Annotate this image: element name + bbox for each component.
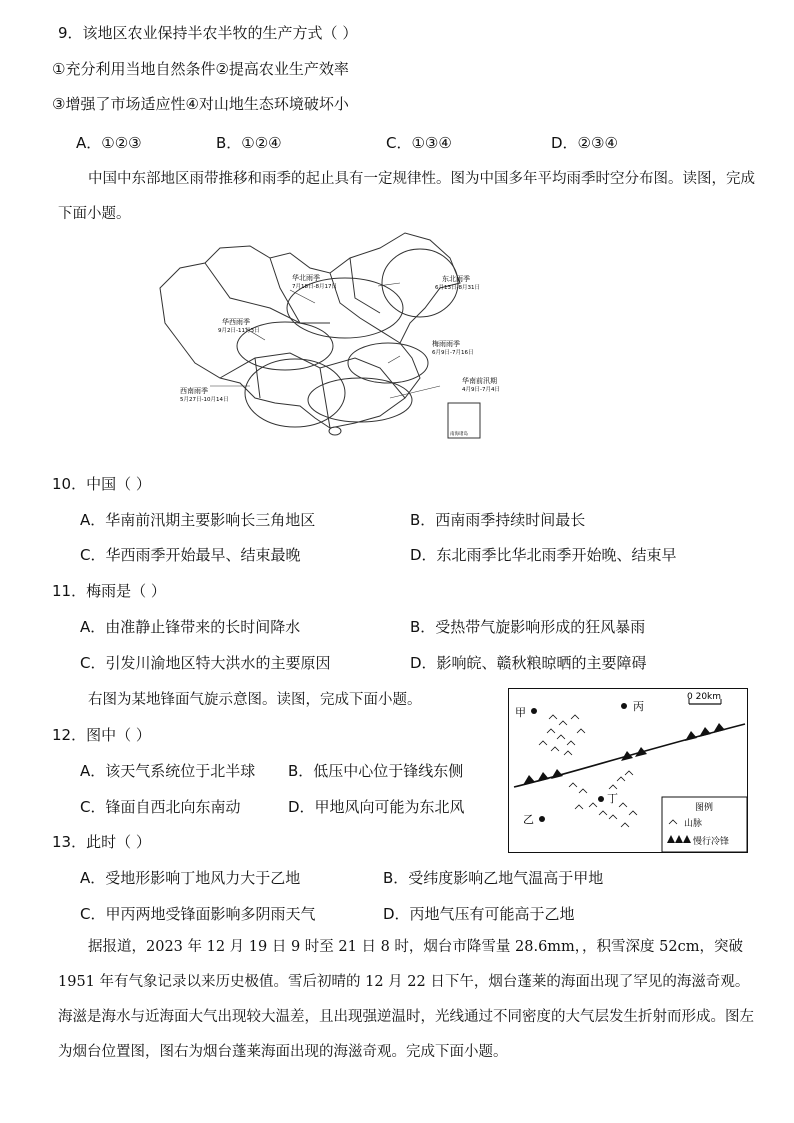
q9-statements-1: ①充分利用当地自然条件②提高农业生产效率 <box>52 60 349 78</box>
q11-option-b: B．受热带气旋影响形成的狂风暴雨 <box>410 618 646 636</box>
q13-option-d: D．丙地气压有可能高于乙地 <box>383 905 575 923</box>
q12-option-d: D．甲地风向可能为东北风 <box>288 798 465 816</box>
q13-option-b: B．受纬度影响乙地气温高于甲地 <box>383 869 604 887</box>
map-inset-label: 南海诸岛 <box>450 432 468 437</box>
q10-option-d: D．东北雨季比华北雨季开始晚、结束早 <box>410 546 677 564</box>
q11-option-c: C．引发川渝地区特大洪水的主要原因 <box>80 654 331 672</box>
q9-option-b: B．①②④ <box>216 134 282 152</box>
map-label-dongbei: 东北雨季 <box>442 275 470 283</box>
q12-option-a: A．该天气系统位于北半球 <box>80 762 256 780</box>
legend-mountain: 山脉 <box>684 819 703 829</box>
front-cyclone-diagram <box>508 688 748 853</box>
q13-option-c: C．甲丙两地受锋面影响多阴雨天气 <box>80 905 316 923</box>
front-diagram-drawing <box>509 689 749 854</box>
q10-option-a: A．华南前汛期主要影响长三角地区 <box>80 511 316 529</box>
place-yi: 乙 <box>523 813 534 826</box>
map-label-huanan: 华南前汛期 <box>462 377 497 385</box>
q12-option-c: C．锋面自西北向东南动 <box>80 798 241 816</box>
map-label-meiyu: 梅雨雨季 <box>432 340 460 348</box>
q9-stem: 9．该地区农业保持半农半牧的生产方式（ ） <box>58 24 358 42</box>
map-date-huanan: 4月9日-7月4日 <box>462 387 500 393</box>
map-date-meiyu: 6月9日-7月16日 <box>432 350 474 356</box>
china-rain-season-map <box>150 228 500 438</box>
intro-front-cyclone: 右图为某地锋面气旋示意图。读图，完成下面小题。 <box>88 692 422 708</box>
map-date-dongbei: 6月13日-8月31日 <box>435 285 480 291</box>
q9-option-a: A．①②③ <box>76 134 142 152</box>
q9-option-d: D．②③④ <box>551 134 618 152</box>
place-ding: 丁 <box>607 792 618 805</box>
intro-rain-belt: 中国中东部地区雨带推移和雨季的起止具有一定规律性。图为中国多年平均雨季时空分布图。读图，完成下面小题。 <box>58 171 755 222</box>
place-bing: 丙 <box>633 700 644 713</box>
map-date-huabei: 7月18日-8月17日 <box>292 284 337 290</box>
map-date-xinan: 5月27日-10月14日 <box>180 397 229 403</box>
q12-stem: 12．图中（ ） <box>52 726 151 744</box>
map-date-huaxi: 9月2日-11月3日 <box>218 328 260 334</box>
map-label-huabei: 华北雨季 <box>292 274 320 282</box>
q12-option-b: B．低压中心位于锋线东侧 <box>288 762 464 780</box>
china-map-drawing <box>150 228 500 438</box>
q10-stem: 10．中国（ ） <box>52 475 151 493</box>
q13-stem: 13．此时（ ） <box>52 833 151 851</box>
q9-option-c: C．①③④ <box>386 134 452 152</box>
q11-stem: 11．梅雨是（ ） <box>52 582 166 600</box>
place-jia: 甲 <box>515 706 526 719</box>
q11-option-a: A．由准静止锋带来的长时间降水 <box>80 618 301 636</box>
legend-title: 图例 <box>694 803 714 813</box>
intro-yantai: 据报道，2023 年 12 月 19 日 9 时至 21 日 8 时，烟台市降雪量 28.6mm，，积雪深度 52cm，突破 1951 年有气象记录以来历史极值。雪后初晴的 12 月 22 日下午，烟台蓬莱的海面出现了罕见的海滋奇观。海滋是海水与近海面大气出现较大温差，且出现强逆温时，光线通过不同密度的大气层发生折射而形成。图左为烟台位置图，图右为烟台蓬莱海面出现的海滋奇观。完成下面小题。 <box>58 939 754 1060</box>
q10-option-b: B．西南雨季持续时间最长 <box>410 511 586 529</box>
q13-option-a: A．受地形影响丁地风力大于乙地 <box>80 869 301 887</box>
q11-option-d: D．影响皖、赣秋粮晾晒的主要障碍 <box>410 654 647 672</box>
q9-statements-2: ③增强了市场适应性④对山地生态环境破坏小 <box>52 95 349 113</box>
q10-option-c: C．华西雨季开始最早、结束最晚 <box>80 546 301 564</box>
map-label-xinan: 西南雨季 <box>180 387 208 395</box>
map-label-huaxi: 华西雨季 <box>222 318 250 326</box>
legend-cold-front: 慢行冷锋 <box>693 837 730 847</box>
scale-label: 0 20km <box>687 692 722 702</box>
